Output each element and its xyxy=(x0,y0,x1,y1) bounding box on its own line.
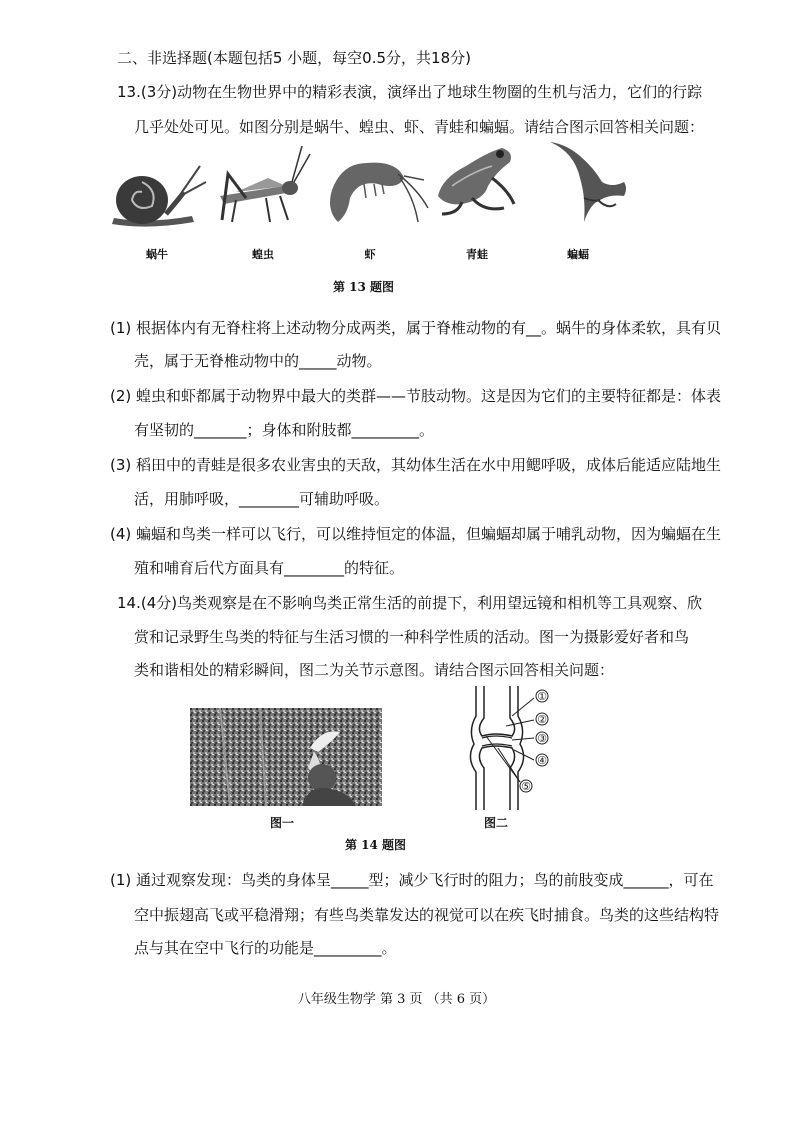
joint-label-5: ⑤ xyxy=(521,780,531,793)
figure-two-label: 图二 xyxy=(483,816,508,830)
q13-figure-caption: 第 13 题图 xyxy=(333,280,395,294)
joint-label-4: ④ xyxy=(537,754,547,767)
figure-one-label: 图一 xyxy=(269,816,294,830)
locust-illustration xyxy=(206,140,311,230)
q13-stem-line1: 13.(3分)动物在生物世界中的精彩表演，演绎出了地球生物圈的生机与活力，它们的行踪 xyxy=(117,83,703,101)
caption-bat: 蝙蝠 xyxy=(567,248,589,261)
joint-label-2: ② xyxy=(537,713,547,726)
q13-stem-line2: 几乎处处可见。如图分别是蜗牛、蝗虫、虾、青蛙和蝙蝠。请结合图示回答相关问题： xyxy=(134,118,705,136)
q13-part4-line1: (4) 蝙蝠和鸟类一样可以飞行，可以维持恒定的体温，但蝙蝠却属于哺乳动物，因为蝙蝠在生 xyxy=(110,525,722,543)
q13-part2-line2: 有坚韧的_______；身体和附肢都_________。 xyxy=(134,421,435,439)
snail-illustration xyxy=(108,160,208,232)
q13-part1-line1: (1) 根据体内有无脊柱将上述动物分成两类，属于脊椎动物的有__。蜗牛的身体柔软，具有贝 xyxy=(110,319,722,337)
q13-part3-line2: 活，用肺呼吸，________可辅助呼吸。 xyxy=(134,490,390,508)
q14-stem-line1: 14.(4分)鸟类观察是在不影响鸟类正常生活的前提下，利用望远镜和相机等工具观察、欣 xyxy=(117,594,703,612)
q14-figure-caption: 第 14 题图 xyxy=(345,838,407,852)
q13-part3-line1: (3) 稻田中的青蛙是很多农业害虫的天敌，其幼体生活在水中用鳃呼吸，成体后能适应陆地生 xyxy=(110,456,722,474)
q13-part4-line2: 殖和哺育后代方面具有________的特征。 xyxy=(134,559,405,577)
bat-illustration xyxy=(540,138,632,228)
caption-locust: 蝗虫 xyxy=(252,248,274,261)
caption-frog: 青蛙 xyxy=(466,248,488,261)
page-footer: 八年级生物学 第 3 页 （共 6 页） xyxy=(297,992,496,1007)
bird-photographer-photo xyxy=(190,708,382,806)
joint-label-3: ③ xyxy=(537,732,547,745)
shrimp-illustration xyxy=(318,150,430,230)
caption-snail: 蜗牛 xyxy=(146,248,168,261)
q14-part1-line3: 点与其在空中飞行的功能是_________。 xyxy=(134,939,397,957)
q14-part1-line1: (1) 通过观察发现：鸟类的身体呈_____型；减少飞行时的阻力；鸟的前肢变成______，可在 xyxy=(110,871,714,889)
section-header: 二、非选择题(本题包括5 小题，每空0.5分，共18分) xyxy=(117,49,471,67)
q13-part2-line1: (2) 蝗虫和虾都属于动物界中最大的类群——节肢动物。这是因为它们的主要特征都是：体表 xyxy=(110,387,722,405)
caption-shrimp: 虾 xyxy=(364,248,376,261)
joint-label-1: ① xyxy=(537,690,547,703)
q14-part1-line2: 空中振翅高飞或平稳滑翔；有些鸟类靠发达的视觉可以在疾飞时捕食。鸟类的这些结构特 xyxy=(134,906,720,924)
q14-stem-line3: 类和谐相处的精彩瞬间，图二为关节示意图。请结合图示回答相关问题： xyxy=(134,661,615,679)
q13-part1-line2: 壳，属于无脊椎动物中的_____动物。 xyxy=(134,352,382,370)
q14-stem-line2: 赏和记录野生鸟类的特征与生活习惯的一种科学性质的活动。图一为摄影爱好者和鸟 xyxy=(134,628,690,646)
frog-illustration xyxy=(432,142,520,218)
joint-diagram xyxy=(462,686,562,810)
